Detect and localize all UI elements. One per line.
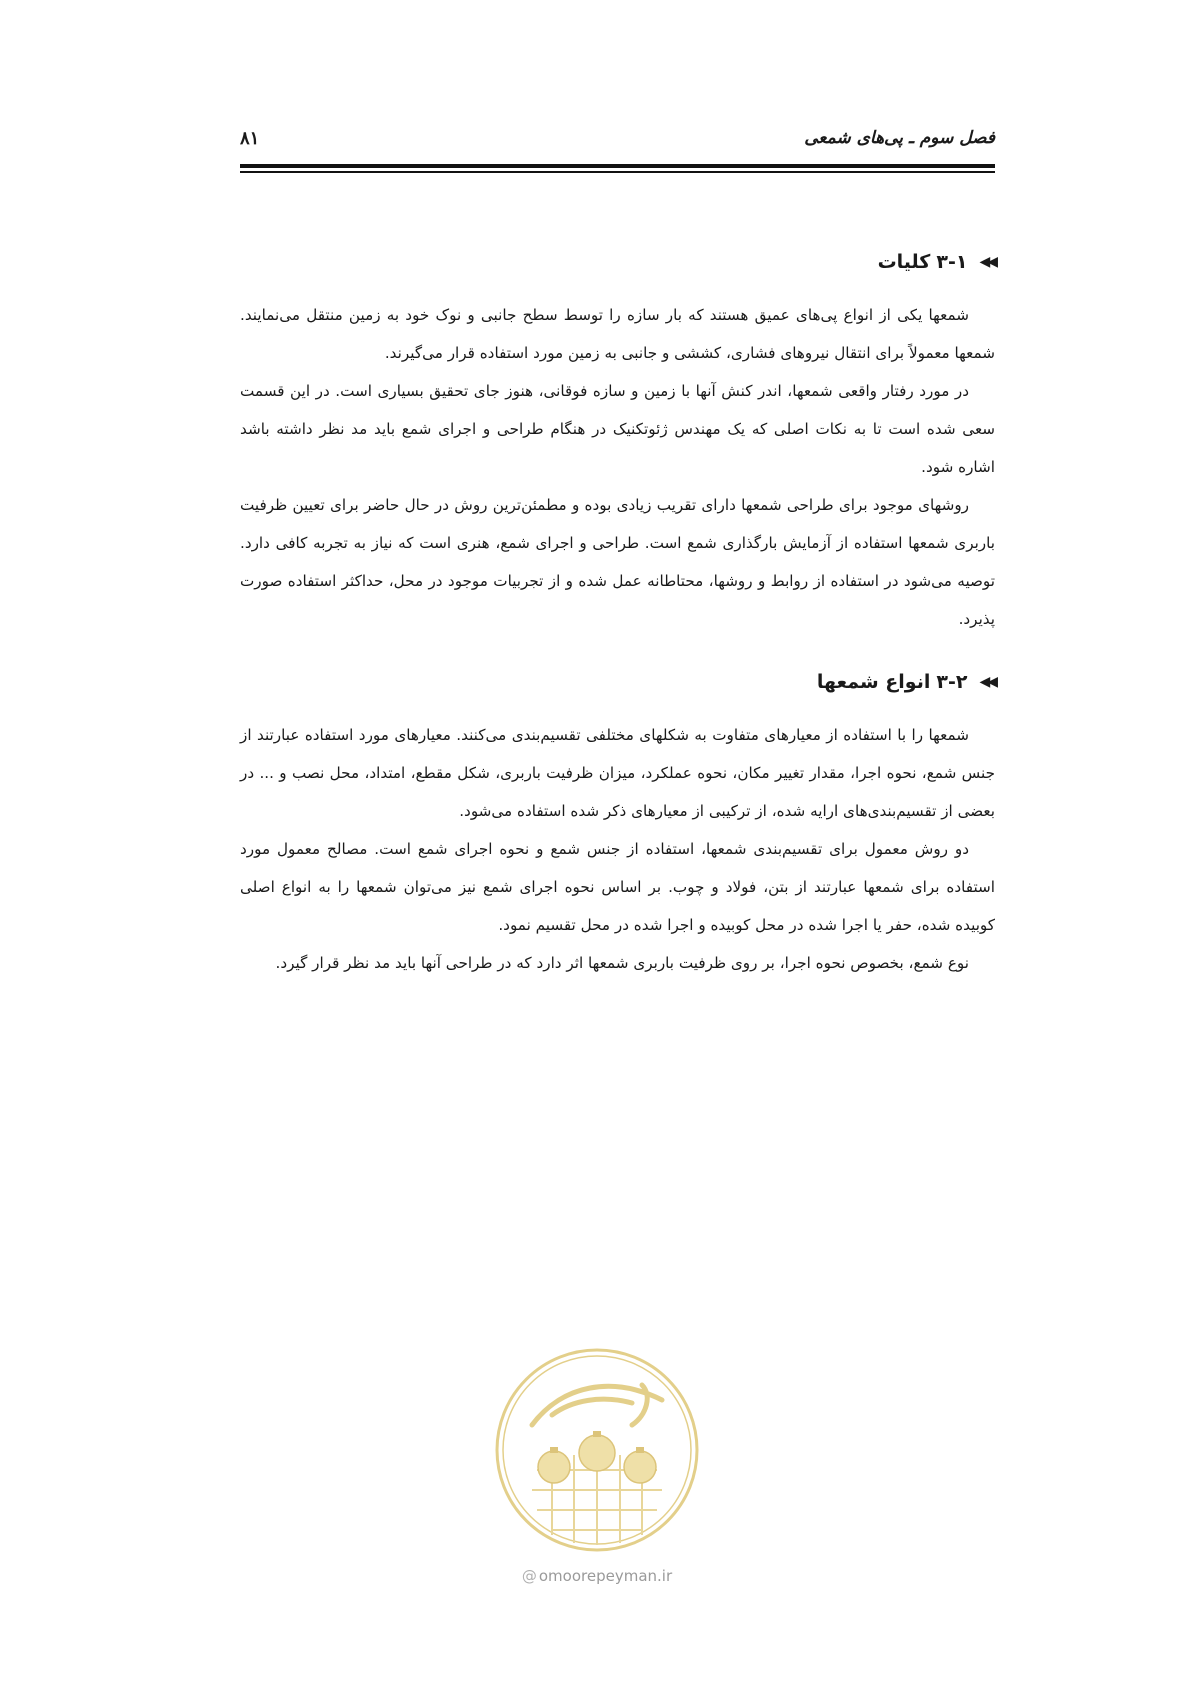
watermark-logo: [492, 1345, 702, 1555]
double-chevron-left-icon: ◀◀: [979, 674, 995, 690]
section-heading: [240, 668, 995, 696]
at-sign-icon: @: [521, 1567, 537, 1585]
header-rule-thin: [240, 171, 995, 173]
section-number: ۳-۱: [936, 251, 968, 273]
section-gap: [240, 638, 995, 668]
header-rule-thick: [240, 164, 995, 168]
paragraph: شمعها یکی از انواع پی‌های عمیق هستند که بار سازه را توسط سطح جانبی و نوک خود به زمین منتقل می‌نمایند. شمعها معمولاً برای انتقال نیروهای فشاری، کششی و جانبی به زمین مورد استفاده قرار می‌گیرند.: [240, 306, 995, 362]
page-number: ۸۱: [240, 128, 260, 149]
page-header: [240, 128, 995, 158]
paragraph: در مورد رفتار واقعی شمعها، اندر کنش آنها با زمین و سازه فوقانی، هنوز جای تحقیق بسیاری است. در این قسمت سعی شده است تا به نکات اصلی که یک مهندس ژئوتکنیک در هنگام طراحی و اجرای شمع باید مد نظر داشته باشد اشاره شود.: [240, 382, 995, 476]
chapter-title: فصل سوم ـ پی‌های شمعی: [804, 128, 995, 148]
watermark-url: @ omoorepeyman.ir: [521, 1567, 673, 1585]
paragraph: روشهای موجود برای طراحی شمعها دارای تقریب زیادی بوده و مطمئن‌ترین روش در حال حاضر برای تعیین ظرفیت باربری شمعها استفاده از آزمایش بارگذاری شمع است. طراحی و اجرای شمع، هنری است که نیاز به تجربه کافی دارد. توصیه می‌شود در استفاده از روابط و روشها، محتاطانه عمل شده و از تجربیات موجود در محل، حداکثر استفاده صورت پذیرد.: [240, 496, 995, 628]
section-title: کلیات: [877, 251, 931, 273]
section-heading: [240, 248, 995, 276]
paragraph: شمعها را با استفاده از معیارهای متفاوت به شکلهای مختلفی تقسیم‌بندی می‌کنند. معیارهای مورد استفاده عبارتند از جنس شمع، نحوه اجرا، مقدار تغییر مکان، نحوه عملکرد، میزان ظرفیت باربری، شکل مقطع، امتداد، محل نصب و ... در بعضی از تقسیم‌بندی‌های ارایه شده، از ترکیبی از معیارهای ذکر شده استفاده می‌شود.: [240, 726, 995, 820]
paragraph: دو روش معمول برای تقسیم‌بندی شمعها، استفاده از جنس شمع و نحوه اجرای شمع است. مصالح معمول مورد استفاده برای شمعها عبارتند از بتن، فولاد و چوب. بر اساس نحوه اجرای شمع نیز می‌توان شمعها را به انواع اصلی کوبیده شده، حفر یا اجرا شده در محل کوبیده و اجرا شده در محل تقسیم نمود.: [240, 840, 995, 934]
paragraph: نوع شمع، بخصوص نحوه اجرا، بر روی ظرفیت باربری شمعها اثر دارد که در طراحی آنها باید مد نظر قرار گیرد.: [275, 954, 969, 972]
section-number: ۳-۲: [936, 671, 968, 693]
section-title: انواع شمعها: [816, 671, 931, 693]
page-content: [240, 248, 995, 982]
double-chevron-left-icon: ◀◀: [979, 254, 995, 270]
